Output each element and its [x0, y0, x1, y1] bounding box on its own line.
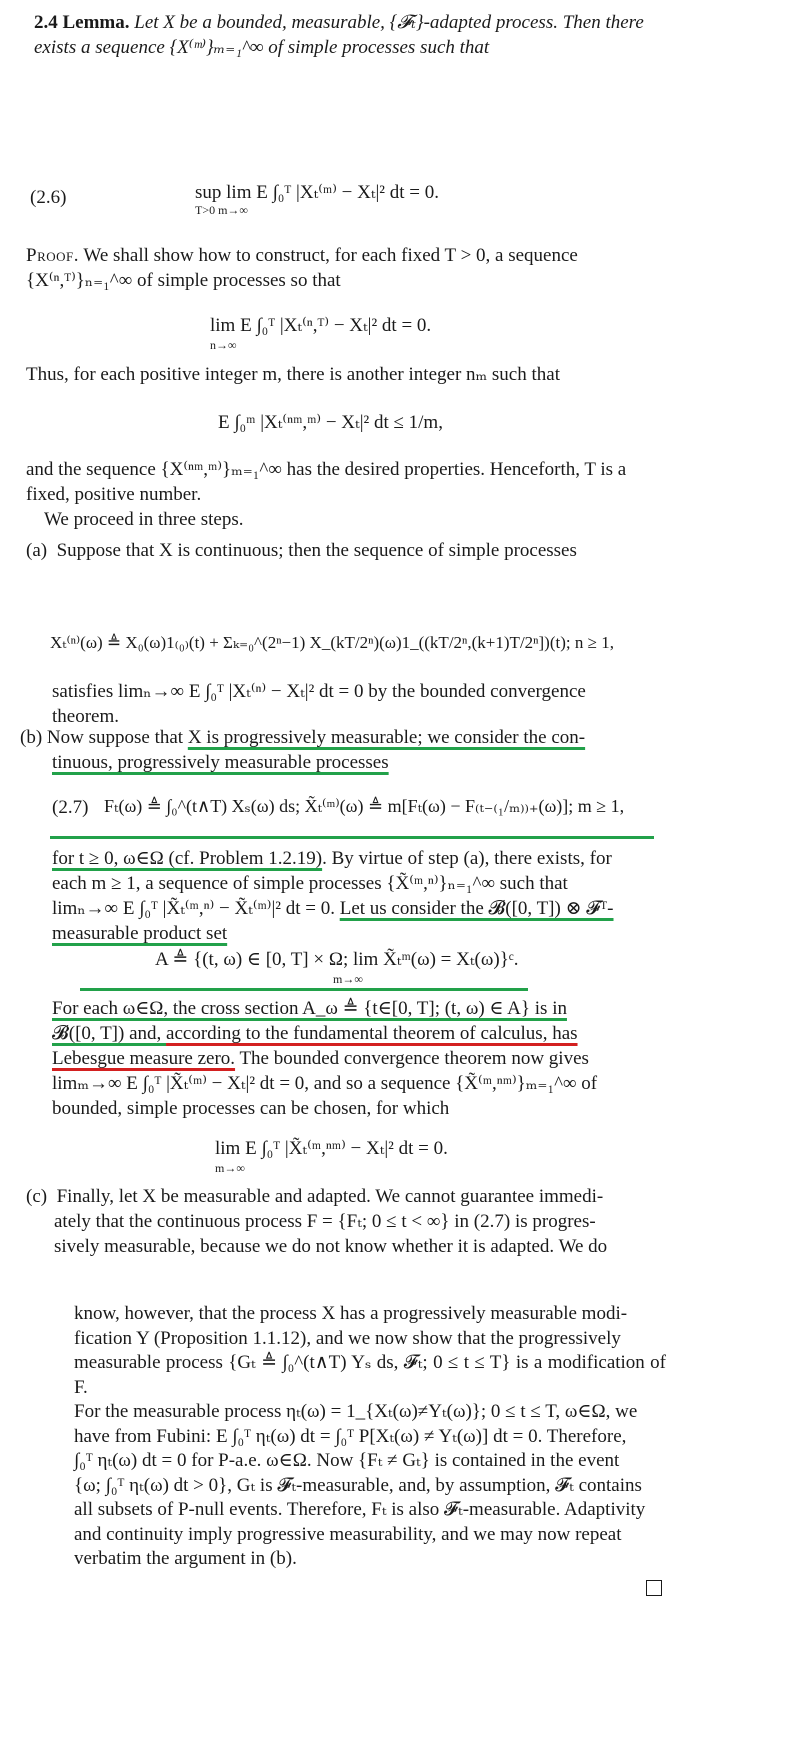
step-c-k6: ∫₀ᵀ ηₜ(ω) dt = 0 for P-a.e. ω∈Ω. Now {Fₜ ≠ Gₜ} is contained in the event: [74, 1450, 620, 1471]
step-b-q4: limₘ→∞ E ∫₀ᵀ |X̃ₜ⁽ᵐ⁾ − Xₜ|² dt = 0, and so a sequence {X̃⁽ᵐ,ⁿᵐ⁾}ₘ₌₁^∞ of: [52, 1073, 598, 1095]
step-b-q2: [52, 1021, 646, 1046]
step-c-k5: have from Fubini: E ∫₀ᵀ ηₜ(ω) dt = ∫₀ᵀ P[Xₜ(ω) ≠ Yₜ(ω)] dt = 0. Therefore,: [74, 1425, 627, 1447]
step-b-p2: each m ≥ 1, a sequence of simple processes {X̃⁽ᵐ,ⁿ⁾}ₙ₌₁^∞ such that: [52, 873, 568, 895]
step-c-line-3: sively measurable, because we do not know whether it is adapted. We do: [54, 1236, 608, 1258]
step-b-p1: [52, 846, 646, 871]
step-b-q3-red: Lebesgue measure zero.: [52, 1048, 236, 1070]
step-b-p3-underlined: Let us consider the 𝓑([0, T]) ⊗ 𝓕ᵀ-: [339, 898, 614, 920]
step-a-label: (a): [26, 540, 48, 561]
step-b-line-2: [20, 750, 660, 775]
set-a-subscript: m→∞: [333, 972, 363, 987]
step-c-line-2: ately that the continuous process F = {Fₜ; 0 ≤ t < ∞} in (2.7) is progres-: [54, 1211, 596, 1233]
proof-intro: [26, 243, 646, 293]
step-b-q1-underlined: For each ω∈Ω, the cross section A_ω ≜ {t∈[0, T]; (t, ω) ∈ A} is in: [52, 998, 567, 1019]
step-b-p1-underlined: for t ≥ 0, ω∈Ω (cf. Problem 1.2.19): [52, 848, 323, 869]
step-b-final-equation: [215, 1136, 575, 1177]
step-a-after-2: theorem.: [52, 706, 120, 728]
green-marker-line-2-7: [50, 836, 654, 839]
step-c-label: (c): [26, 1186, 48, 1207]
proof-equation-1-formula: lim E ∫₀ᵀ |Xₜ⁽ⁿ,ᵀ⁾ − Xₜ|² dt = 0.: [210, 315, 432, 336]
lemma-statement: [34, 10, 754, 60]
step-c-line-1-text: Finally, let X be measurable and adapted. We cannot guarantee immedi-: [56, 1186, 604, 1207]
step-a-conclusion: [52, 679, 642, 729]
step-b-q2-green: 𝓑([0, T]) and,: [52, 1023, 167, 1045]
proof-line-1: [26, 243, 646, 268]
thus-line: Thus, for each positive integer m, there is another integer nₘ such that: [26, 364, 560, 385]
step-b-q3: [52, 1046, 646, 1071]
lemma-line-2: exists a sequence {X⁽ᵐ⁾}ₘ₌₁^∞ of simple processes such that: [34, 37, 490, 59]
equation-2-6: [195, 180, 615, 219]
step-c-k10: verbatim the argument in (b).: [74, 1548, 297, 1569]
step-a-line: [26, 538, 666, 563]
proof-equation-1-subscript: n→∞: [210, 338, 237, 353]
qed-square-icon: [646, 1580, 662, 1596]
step-c-k1: know, however, that the process X has a progressively measurable modi-: [74, 1303, 628, 1324]
green-marker-line-set: [80, 988, 528, 991]
equation-number-2-7: (2.7): [52, 797, 89, 818]
step-b-q5: bounded, simple processes can be chosen, for which: [52, 1098, 450, 1120]
proof-equation-2: E ∫₀ᵐ |Xₜ⁽ⁿᵐ,ᵐ⁾ − Xₜ|² dt ≤ 1/m,: [218, 412, 443, 433]
equation-2-7: Fₜ(ω) ≜ ∫₀^(t∧T) Xₛ(ω) ds; X̃ₜ⁽ᵐ⁾(ω) ≜ m[Fₜ(ω) − F₍ₜ₋₍₁/ₘ₎₎₊(ω)]; m ≥ 1,: [104, 796, 625, 816]
proof-equation-1: [210, 313, 570, 354]
step-b-final-formula: lim E ∫₀ᵀ |X̃ₜ⁽ᵐ,ⁿᵐ⁾ − Xₜ|² dt = 0.: [215, 1138, 448, 1159]
step-b-intro: [20, 725, 660, 775]
step-c-k4: For the measurable process ηₜ(ω) = 1_{Xₜ(ω)≠Yₜ(ω)}; 0 ≤ t ≤ T, ω∈Ω, we: [74, 1401, 638, 1422]
step-c-k7: {ω; ∫₀ᵀ ηₜ(ω) dt > 0}, Gₜ is 𝓕ₜ-measurable, and, by assumption, 𝓕ₜ contains: [74, 1474, 642, 1496]
step-b-line-1: [20, 725, 660, 750]
step-b-p3-pre: limₙ→∞ E ∫₀ᵀ |X̃ₜ⁽ᵐ,ⁿ⁾ − X̃ₜ⁽ᵐ⁾|² dt = 0.: [52, 898, 340, 920]
step-a-equation: Xₜ⁽ⁿ⁾(ω) ≜ X₀(ω)1₍₀₎(t) + Σₖ₌₀^(2ⁿ−1) X_(kT/2ⁿ)(ω)1_((kT/2ⁿ,(k+1)T/2ⁿ])(t); n ≥ 1,: [50, 633, 614, 652]
equation-2-6-subscript: T>0 m→∞: [195, 203, 248, 218]
sequence-paragraph: [26, 457, 646, 532]
step-b-paragraph-2: [52, 996, 646, 1121]
step-b-q1: [52, 996, 646, 1021]
step-c-k9: and continuity imply progressive measurability, and we may now repeat: [74, 1523, 622, 1545]
proof-label: Proof.: [26, 245, 79, 266]
step-b-p1-rest: . By virtue of step (a), there exists, for: [322, 848, 612, 869]
step-b-p3: [52, 896, 646, 921]
set-a-definition: [155, 947, 615, 988]
set-a-formula: A ≜ {(t, ω) ∈ [0, T] × Ω; lim X̃ₜᵐ(ω) = Xₜ(ω)}ᶜ.: [155, 949, 519, 970]
step-b-paragraph-1: [52, 846, 646, 946]
and-line-1: and the sequence {X⁽ⁿᵐ,ᵐ⁾}ₘ₌₁^∞ has the desired properties. Henceforth, T is a: [26, 459, 627, 480]
step-b-final-subscript: m→∞: [215, 1161, 245, 1176]
step-b-p4: [52, 921, 646, 946]
equation-number-2-6: (2.6): [30, 187, 67, 208]
equation-2-6-formula: sup lim E ∫₀ᵀ |Xₜ⁽ᵐ⁾ − Xₜ|² dt = 0.: [195, 182, 439, 203]
and-line-2: fixed, positive number.: [26, 484, 202, 506]
proof-line-1-text: We shall show how to construct, for each fixed T > 0, a sequence: [83, 245, 578, 266]
step-b-p4-underlined: measurable product set: [52, 923, 228, 945]
step-b-line-2-underlined: tinuous, progressively measurable processes: [52, 752, 389, 774]
lemma-label: 2.4 Lemma.: [34, 12, 130, 33]
proof-line-2: {X⁽ⁿ,ᵀ⁾}ₙ₌₁^∞ of simple processes so that: [26, 270, 341, 292]
step-c-k3: measurable process {Gₜ ≜ ∫₀^(t∧T) Yₛ ds, 𝓕ₜ; 0 ≤ t ≤ T} is a modification of F.: [74, 1352, 666, 1398]
step-b-line-1-underlined: X is progressively measurable; we consider the con-: [187, 727, 586, 748]
step-a-text: Suppose that X is continuous; then the sequence of simple processes: [56, 540, 577, 561]
step-c-continuation: [74, 1302, 666, 1572]
step-c-line-1: [26, 1184, 646, 1209]
step-c-k2: fication Y (Proposition 1.1.12), and we now show that the progressively: [74, 1327, 621, 1349]
step-b-label: (b): [20, 727, 43, 748]
step-b-q3-rest: The bounded convergence theorem now gives: [235, 1048, 589, 1070]
steps-line: We proceed in three steps.: [44, 509, 244, 531]
step-a-after-1: satisfies limₙ→∞ E ∫₀ᵀ |Xₜ⁽ⁿ⁾ − Xₜ|² dt = 0 by the bounded convergence: [52, 681, 586, 702]
step-b-q2-red: according to the fundamental theorem of calculus, has: [166, 1023, 578, 1045]
step-c-paragraph: [26, 1184, 646, 1259]
step-b-line-1-pre: Now suppose that: [46, 727, 188, 748]
lemma-text-1: Let X be a bounded, measurable, {𝓕ₜ}-adapted process. Then there: [134, 12, 644, 33]
lemma-line-1: [34, 10, 754, 35]
step-c-k8: all subsets of P-null events. Therefore, Fₜ is also 𝓕ₜ-measurable. Adaptivity: [74, 1499, 646, 1520]
